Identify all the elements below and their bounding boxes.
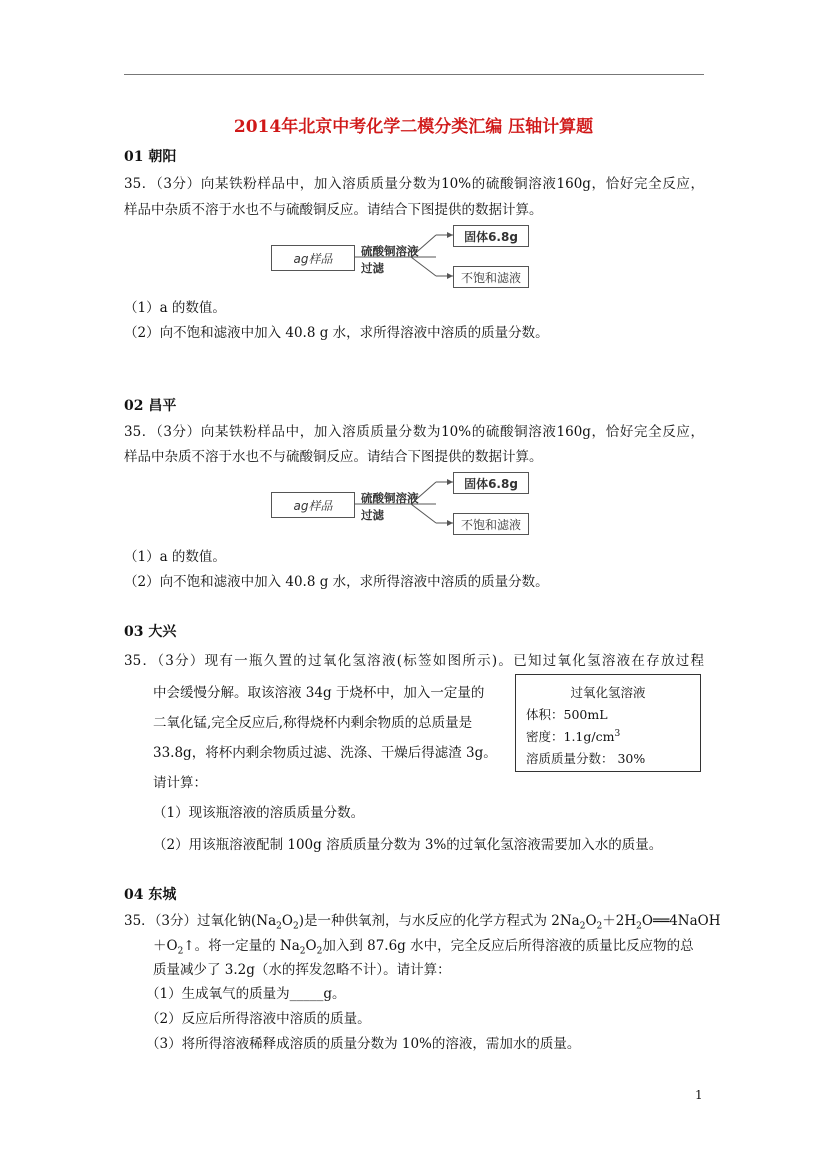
solid-box: 固体6.8g <box>453 225 529 247</box>
problem-text: 样品中杂质不溶于水也不与硫酸铜反应。请结合下图提供的数据计算。 <box>124 449 543 465</box>
page-number: 1 <box>695 1088 703 1102</box>
question-item: （1）a 的数值。 <box>124 300 226 316</box>
sample-box: ag样品 <box>271 492 355 518</box>
flow-diagram <box>271 472 541 540</box>
reagent-label: 硫酸铜溶液 <box>361 491 419 505</box>
section-heading-changping: 02 昌平 <box>124 398 177 414</box>
problem-text: 33.8g，将杯内剩余物质过滤、洗涤、干燥后得滤渣 3g。 <box>153 745 497 761</box>
label-mass-fraction: 溶质质量分数： 30% <box>526 751 646 766</box>
section-heading-chaoyang: 01 朝阳 <box>124 149 177 165</box>
problem-text: 35．（3分）向某铁粉样品中，加入溶质质量分数为10%的硫酸铜溶液160g，恰好完全反应， <box>124 424 704 440</box>
question-item: （2）向不饱和滤液中加入 40.8 g 水，求所得溶液中溶质的质量分数。 <box>124 574 549 590</box>
problem-text: 质量减少了 3.2g（水的挥发忽略不计）。请计算： <box>153 962 451 978</box>
problem-text: 中会缓慢分解。取该溶液 34g 于烧杯中，加入一定量的 <box>153 685 485 701</box>
question-item: （3）将所得溶液稀释成溶质的质量分数为 10%的溶液，需加水的质量。 <box>146 1036 581 1052</box>
problem-text: $+O_2↑$。将一定量的 $Na_2O_2$加入到 87.6g 水中，完全反应后所得溶液的质量比反应物的总 <box>153 938 694 957</box>
question-item: （2）反应后所得溶液中溶质的质量。 <box>146 1011 371 1027</box>
flow-diagram <box>271 225 541 293</box>
question-item: （2）用该瓶溶液配制 100g 溶质质量分数为 3%的过氧化氢溶液需要加入水的质量。 <box>153 837 663 853</box>
operation-label: 过滤 <box>361 261 384 275</box>
filtrate-box: 不饱和滤液 <box>453 266 529 288</box>
label-density-exponent: 3 <box>614 728 621 739</box>
solid-box: 固体6.8g <box>453 472 529 494</box>
question-item: （1）生成氧气的质量为_____g。 <box>146 986 346 1002</box>
header-rule <box>124 74 704 75</box>
problem-text: 35．（3分）现有一瓶久置的过氧化氢溶液(标签如图所示)。已知过氧化氢溶液在存放过程 <box>124 653 704 669</box>
label-title: 过氧化氢溶液 <box>570 685 646 700</box>
section-heading-daxing: 03 大兴 <box>124 624 177 640</box>
problem-text: 请计算： <box>153 775 207 791</box>
filtrate-box: 不饱和滤液 <box>453 513 529 535</box>
page-title: 2014年北京中考化学二模分类汇编 压轴计算题 <box>233 117 594 137</box>
question-item: （1）现该瓶溶液的溶质质量分数。 <box>153 805 365 821</box>
reagent-label: 硫酸铜溶液 <box>361 244 419 258</box>
problem-text: 35．（3分）向某铁粉样品中，加入溶质质量分数为10%的硫酸铜溶液160g，恰好完全反应， <box>124 176 704 192</box>
question-item: （1）a 的数值。 <box>124 549 226 565</box>
label-volume: 体积：500mL <box>526 707 608 722</box>
sample-box: ag样品 <box>271 245 355 271</box>
problem-text: 二氧化锰,完全反应后,称得烧杯内剩余物质的总质量是 <box>153 715 473 731</box>
question-item: （2）向不饱和滤液中加入 40.8 g 水，求所得溶液中溶质的质量分数。 <box>124 325 549 341</box>
problem-text: 样品中杂质不溶于水也不与硫酸铜反应。请结合下图提供的数据计算。 <box>124 202 543 218</box>
label-density-text: 密度：1.1g/cm <box>526 729 615 744</box>
label-density <box>526 727 620 745</box>
operation-label: 过滤 <box>361 508 384 522</box>
problem-text: 35．（3分）过氧化钠$(Na_2O_2)$是一种供氧剂，与水反应的化学方程式为 $2Na_2O_2+2H_2O══4NaOH$ <box>124 913 721 932</box>
section-heading-dongcheng: 04 东城 <box>124 887 177 903</box>
reagent-label-box <box>515 674 701 772</box>
